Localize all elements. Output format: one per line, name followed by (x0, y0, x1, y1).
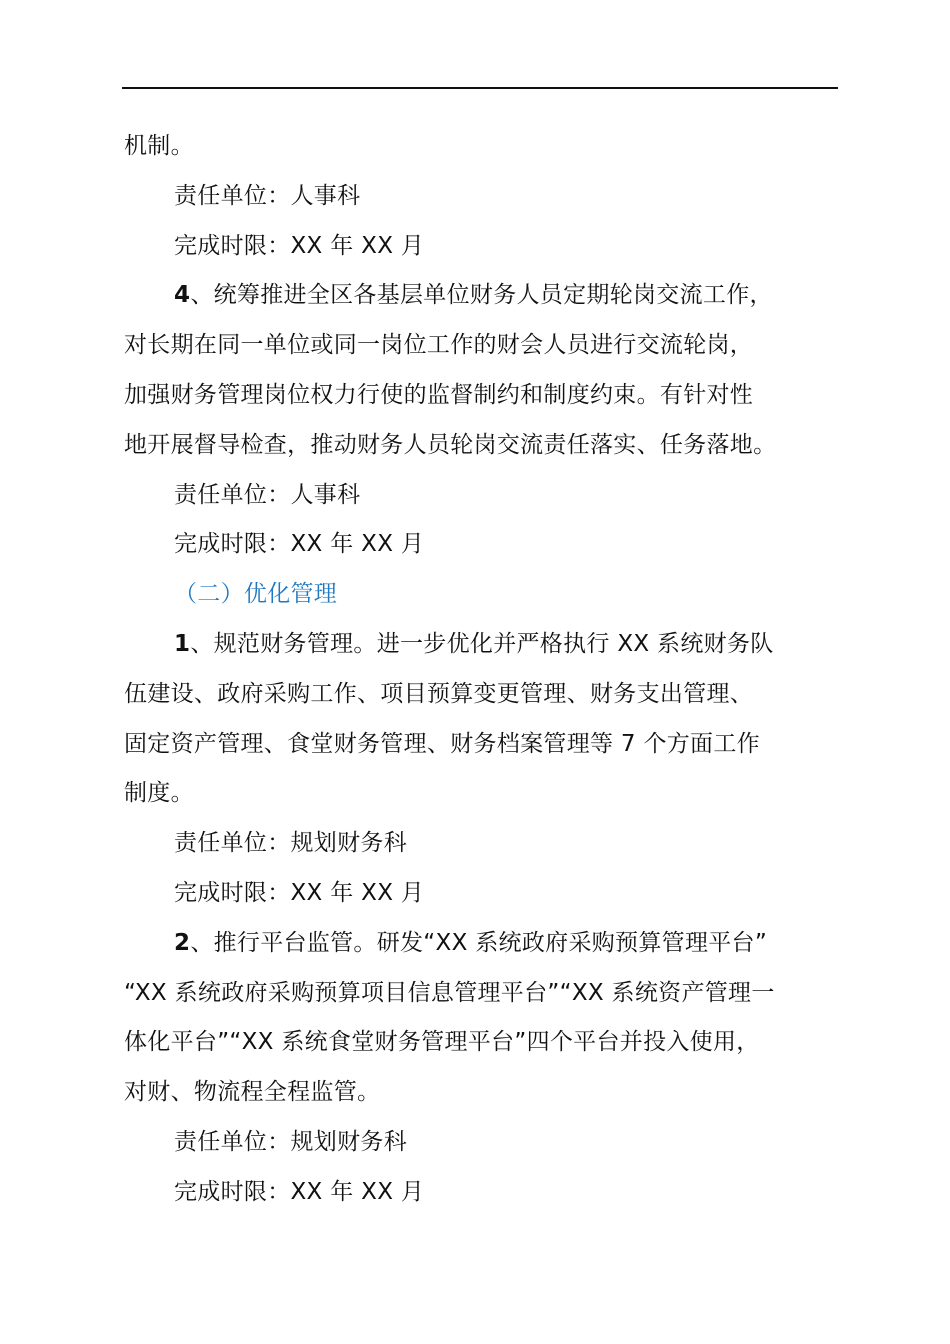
item-number: 4 (174, 282, 191, 309)
item-text: 、推行平台监管。研发“XX 系统政府采购预算管理平台” (190, 929, 768, 956)
paragraph-line: 体化平台”“XX 系统食堂财务管理平台”四个平台并投入使用， (124, 1029, 760, 1056)
deadline: 完成时限：XX 年 XX 月 (174, 232, 425, 259)
paragraph-line: 制度。 (124, 780, 194, 807)
item-1-line (124, 620, 840, 670)
item-number: 2 (174, 929, 191, 956)
document-body (124, 122, 840, 1218)
deadline: 完成时限：XX 年 XX 月 (174, 531, 425, 558)
item-4-line (124, 271, 840, 321)
responsible-unit: 责任单位：规划财务科 (174, 830, 407, 857)
section-heading: （二）优化管理 (174, 581, 338, 608)
responsible-unit: 责任单位：人事科 (174, 481, 361, 508)
deadline: 完成时限：XX 年 XX 月 (174, 1178, 425, 1205)
paragraph-line: 加强财务管理岗位权力行使的监督制约和制度约束。有针对性 (124, 381, 754, 408)
paragraph-line: 对长期在同一单位或同一岗位工作的财会人员进行交流轮岗， (124, 332, 754, 359)
paragraph-line: 对财、物流程全程监管。 (124, 1079, 381, 1106)
paragraph-line: 机制。 (124, 133, 194, 159)
header-rule (122, 87, 838, 89)
paragraph-line: 伍建设、政府采购工作、项目预算变更管理、财务支出管理、 (124, 680, 754, 707)
paragraph-line: 地开展督导检查，推动财务人员轮岗交流责任落实、任务落地。 (124, 431, 777, 458)
paragraph-line: “XX 系统政府采购预算项目信息管理平台”“XX 系统资产管理一 (124, 979, 775, 1006)
deadline: 完成时限：XX 年 XX 月 (174, 879, 425, 906)
paragraph-line: 固定资产管理、食堂财务管理、财务档案管理等 7 个方面工作 (124, 730, 760, 757)
item-text: 、统筹推进全区各基层单位财务人员定期轮岗交流工作， (190, 282, 773, 309)
responsible-unit: 责任单位：人事科 (174, 182, 361, 209)
responsible-unit: 责任单位：规划财务科 (174, 1128, 407, 1155)
item-2-line (124, 919, 840, 969)
item-text: 、规范财务管理。进一步优化并严格执行 XX 系统财务队 (190, 630, 774, 657)
item-number: 1 (174, 630, 191, 657)
